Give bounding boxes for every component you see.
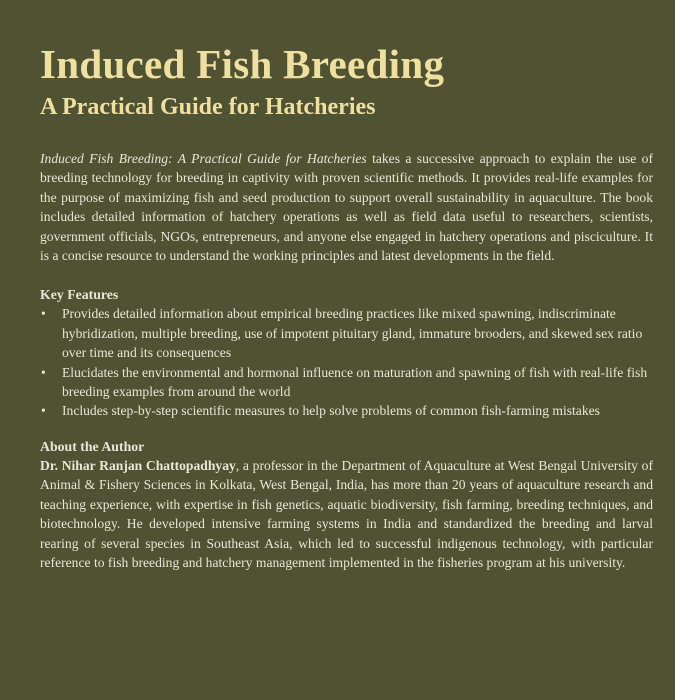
author-name: Dr. Nihar Ranjan Chattopadhyay: [40, 457, 236, 473]
bullet-icon: •: [41, 306, 46, 322]
about-author-heading: About the Author: [40, 438, 145, 454]
feature-item: [40, 401, 653, 420]
book-title: Induced Fish Breeding: [40, 41, 445, 87]
bullet-icon: •: [41, 364, 46, 380]
description-book-title: Induced Fish Breeding: A Practical Guide for Hatcheries: [40, 151, 367, 166]
description-text: takes a successive approach to explain the use of breeding technology for breeding in captivity with proven scientific methods. It provides real-life examples for the purpose of maximizing fish and seed production to support overall sustainability in aquaculture. The book includes detailed information of hatchery operations as well as field data useful to researchers, scientists, government officials, NGOs, entrepreneurs, and anyone else engaged in hatchery operations and pisciculture. It is a concise resource to understand the working principles and latest developments in the field.: [40, 151, 653, 264]
author-bio: [40, 456, 653, 572]
author-bio-text: , a professor in the Department of Aquaculture at West Bengal University of Animal & Fishery Sciences in Kolkata, West Bengal, India, has more than 20 years of aquaculture research and teaching experience, with expertise in fish genetics, aquatic biodiversity, fish farming, breeding techniques, and biotechnology. He developed intensive farming systems in India and standardized the breeding and larval rearing of several species in Southeast Asia, which led to successful indigenous technology, with particular reference to fish breeding and hatchery management implemented in the fisheries program at his university.: [40, 457, 654, 570]
feature-text: Elucidates the environmental and hormonal influence on maturation and spawning of fish with real-life fish breeding examples from around the world: [62, 364, 648, 400]
feature-text: Provides detailed information about empirical breeding practices like mixed spawning, indiscriminate hybridization, multiple breeding, use of impotent pituitary gland, immature brooders, and skewed sex ratio over time and its consequences: [62, 306, 643, 361]
feature-item: [40, 304, 653, 362]
key-features-heading: Key Features: [40, 287, 119, 303]
book-subtitle: A Practical Guide for Hatcheries: [40, 94, 376, 120]
key-features-list: [40, 304, 653, 420]
feature-text: Includes step-by-step scientific measures to help solve problems of common fish-farming mistakes: [62, 403, 600, 419]
book-description: [40, 149, 653, 265]
bullet-icon: •: [41, 403, 46, 419]
feature-item: [40, 363, 653, 402]
